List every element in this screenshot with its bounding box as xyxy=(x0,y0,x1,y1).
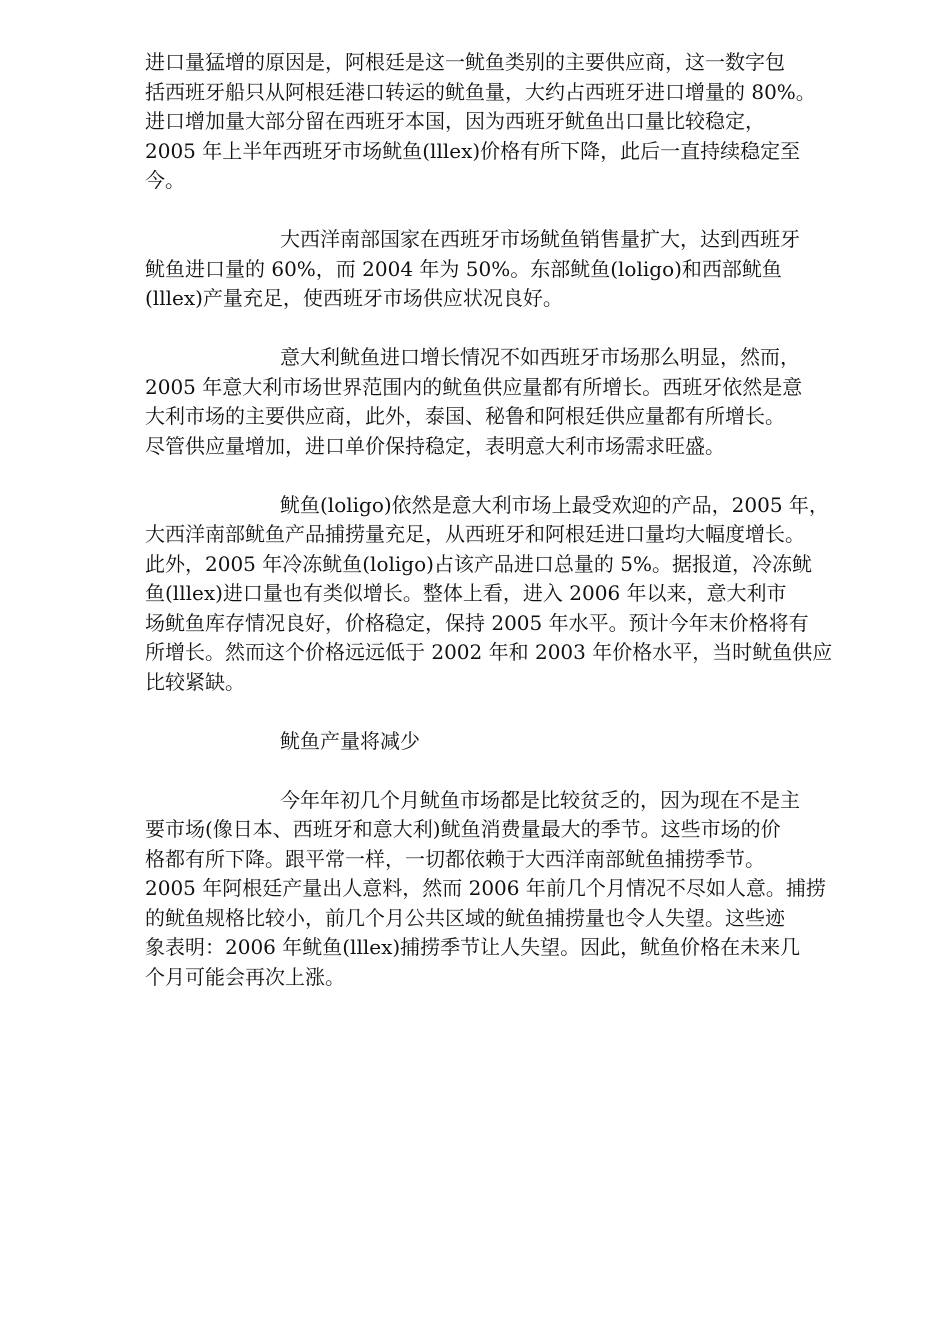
text-line: 鱿鱼进口量的 60%，而 2004 年为 50%。东部鱿鱼(loligo)和西部鱿鱼 xyxy=(145,256,782,281)
text-line: (lllex)产量充足，使西班牙市场供应状况良好。 xyxy=(145,286,563,310)
text-line: 鱼(lllex)进口量也有类似增长。整体上看，进入 2006 年以来，意大利市 xyxy=(145,581,787,605)
paragraph-italy-imports xyxy=(145,343,880,461)
text-line: 场鱿鱼库存情况良好，价格稳定，保持 2005 年水平。预计今年末价格将有 xyxy=(145,610,809,635)
text-line: 2005 年阿根廷产量出人意料，然而 2006 年前几个月情况不尽如人意。捕捞 xyxy=(145,876,826,900)
text-line: 格都有所下降。跟平常一样，一切都依赖于大西洋南部鱿鱼捕捞季节。 xyxy=(145,846,765,871)
paragraph-south-atlantic-share xyxy=(145,225,880,314)
text-line: 2005 年意大利市场世界范围内的鱿鱼供应量都有所增长。西班牙依然是意 xyxy=(145,374,803,399)
text-line: 大西洋南部鱿鱼产品捕捞量充足，从西班牙和阿根廷进口量均大幅度增长。 xyxy=(145,522,805,546)
paragraph-loligo-italy xyxy=(145,491,880,698)
text-line: 意大利鱿鱼进口增长情况不如西班牙市场那么明显，然而， xyxy=(280,345,800,369)
text-line: 鱿鱼(loligo)依然是意大利市场上最受欢迎的产品，2005 年， xyxy=(280,492,829,517)
text-line: 此外，2005 年冷冻鱿鱼(loligo)占该产品进口总量的 5%。据报道，冷冻鱿 xyxy=(145,551,813,576)
text-line: 个月可能会再次上涨。 xyxy=(145,964,345,989)
text-line: 所增长。然而这个价格远远低于 2002 年和 2003 年价格水平，当时鱿鱼供应 xyxy=(145,640,833,664)
text-line: 今年年初几个月鱿鱼市场都是比较贫乏的，因为现在不是主 xyxy=(280,787,800,812)
paragraph-market-outlook xyxy=(145,786,880,993)
text-line: 进口量猛增的原因是，阿根廷是这一鱿鱼类别的主要供应商，这一数字包 xyxy=(145,50,785,74)
document-body xyxy=(145,48,880,1022)
text-line: 大利市场的主要供应商，此外，泰国、秘鲁和阿根廷供应量都有所增长。 xyxy=(145,404,785,428)
paragraph-import-surge xyxy=(145,48,880,196)
text-line: 的鱿鱼规格比较小，前几个月公共区域的鱿鱼捕捞量也令人失望。这些迹 xyxy=(145,905,785,930)
text-line: 今。 xyxy=(145,168,185,192)
text-line: 进口增加量大部分留在西班牙本国，因为西班牙鱿鱼出口量比较稳定， xyxy=(145,109,765,133)
text-line: 要市场(像日本、西班牙和意大利)鱿鱼消费量最大的季节。这些市场的价 xyxy=(145,817,781,841)
text-line: 括西班牙船只从阿根廷港口转运的鱿鱼量，大约占西班牙进口增量的 80%。 xyxy=(145,79,816,104)
text-line: 2005 年上半年西班牙市场鱿鱼(lllex)价格有所下降，此后一直持续稳定至 xyxy=(145,138,801,163)
section-heading-text: 鱿鱼产量将减少 xyxy=(280,728,420,753)
text-line: 尽管供应量增加，进口单价保持稳定，表明意大利市场需求旺盛。 xyxy=(145,433,725,458)
text-line: 大西洋南部国家在西班牙市场鱿鱼销售量扩大，达到西班牙 xyxy=(280,227,800,251)
text-line: 比较紧缺。 xyxy=(145,669,245,694)
section-heading xyxy=(145,727,880,757)
text-line: 象表明：2006 年鱿鱼(lllex)捕捞季节让人失望。因此，鱿鱼价格在未来几 xyxy=(145,935,801,959)
